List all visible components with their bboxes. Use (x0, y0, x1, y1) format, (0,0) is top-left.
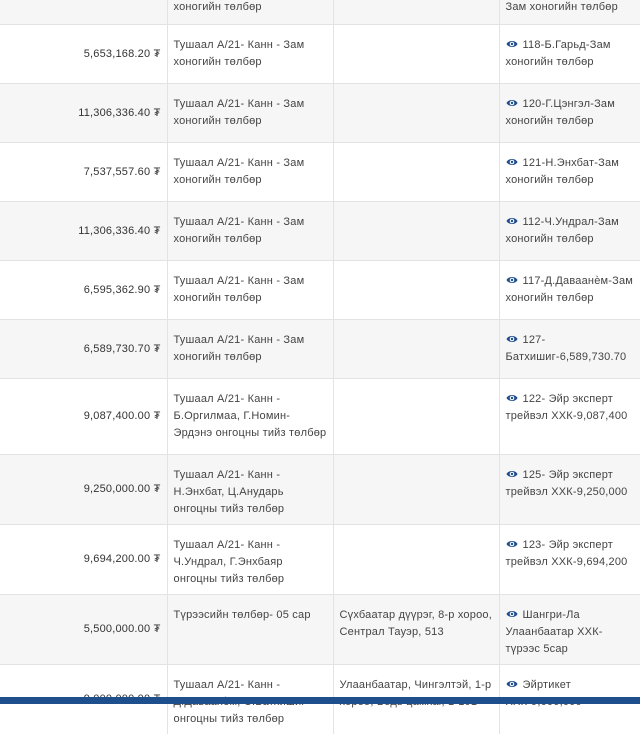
document-cell[interactable] (499, 455, 640, 525)
eye-icon[interactable] (506, 679, 518, 689)
document-cell[interactable] (499, 143, 640, 202)
address-cell (333, 202, 499, 261)
eye-icon[interactable] (506, 334, 518, 344)
document-cell[interactable] (499, 595, 640, 665)
address-cell (333, 84, 499, 143)
amount-cell: 9,087,400.00 ₮ (0, 379, 167, 455)
document-link[interactable]: Шангри-Ла Улаанбаатар ХХК-түрээс 5сар (506, 609, 603, 655)
table-row (0, 525, 640, 595)
description-cell: Тушаал А/21- Канн - Зам хоногийн төлбөр (167, 261, 333, 320)
amount-cell (0, 0, 167, 25)
table-row (0, 202, 640, 261)
table-row (0, 455, 640, 525)
document-link[interactable]: 117-Д.Даваанѐм-Зам хоногийн төлбөр (506, 275, 634, 304)
description-cell: Тушаал А/21- Канн - онгоцны тийз төлбөр (167, 665, 333, 734)
amount-cell: 9,694,200.00 ₮ (0, 525, 167, 595)
description-cell: Тушаал А/21- Канн - Зам хоногийн төлбөр (167, 202, 333, 261)
address-cell: Улаанбаатар, Чингэлтэй, 1-р (333, 665, 499, 734)
document-link[interactable]: 112-Ч.Ундрал-Зам хоногийн төлбөр (506, 216, 619, 245)
description-cell: Тушаал А/21- Канн - Б.Оргилмаа, Г.Номин-Эрдэнэ онгоцны тийз төлбөр (167, 379, 333, 455)
eye-icon[interactable] (506, 469, 518, 479)
eye-icon[interactable] (506, 216, 518, 226)
description-cell: Тушаал А/21- Канн - Зам хоногийн төлбөр (167, 320, 333, 379)
amount-cell: 9,250,000.00 ₮ (0, 455, 167, 525)
table-row (0, 0, 640, 25)
table-row (0, 25, 640, 84)
amount-cell: 5,500,000.00 ₮ (0, 595, 167, 665)
document-link[interactable]: 122- Эйр эксперт трейвэл ХХК-9,087,400 (506, 393, 628, 422)
address-cell (333, 0, 499, 25)
document-cell[interactable] (499, 84, 640, 143)
eye-icon[interactable] (506, 157, 518, 167)
amount-cell: 6,595,362.90 ₮ (0, 261, 167, 320)
address-cell (333, 320, 499, 379)
document-link[interactable]: Зам хоногийн төлбөр (506, 1, 618, 13)
description-cell: Тушаал А/21- Канн - Зам хоногийн төлбөр (167, 25, 333, 84)
eye-icon[interactable] (506, 39, 518, 49)
document-link[interactable]: 125- Эйр эксперт трейвэл ХХК-9,250,000 (506, 469, 628, 498)
amount-cell: 11,306,336.40 ₮ (0, 84, 167, 143)
address-cell (333, 379, 499, 455)
document-cell[interactable] (499, 202, 640, 261)
description-cell: Тушаал А/21- Канн - Зам хоногийн төлбөр (167, 143, 333, 202)
table-row (0, 84, 640, 143)
document-link[interactable]: 121-Н.Энхбат-Зам хоногийн төлбөр (506, 157, 620, 186)
document-link[interactable]: 118-Б.Гарьд-Зам хоногийн төлбөр (506, 39, 611, 68)
eye-icon[interactable] (506, 609, 518, 619)
document-link[interactable]: 127- Батхишиг-6,589,730.70 (506, 334, 627, 363)
amount-cell: 11,306,336.40 ₮ (0, 202, 167, 261)
document-cell[interactable] (499, 261, 640, 320)
document-cell[interactable] (499, 25, 640, 84)
table-row (0, 379, 640, 455)
footer-bar (0, 697, 640, 704)
eye-icon[interactable] (506, 98, 518, 108)
document-cell[interactable] (499, 525, 640, 595)
address-cell (333, 143, 499, 202)
document-link[interactable]: 123- Эйр эксперт трейвэл ХХК-9,694,200 (506, 539, 628, 568)
table-row (0, 320, 640, 379)
document-cell[interactable] (499, 320, 640, 379)
table-row (0, 261, 640, 320)
table-row (0, 595, 640, 665)
amount-cell: 5,653,168.20 ₮ (0, 25, 167, 84)
amount-cell: 7,537,557.60 ₮ (0, 143, 167, 202)
document-cell[interactable] (499, 379, 640, 455)
description-cell: хоногийн төлбөр (167, 0, 333, 25)
description-cell: Тушаал А/21- Канн - Ч.Ундрал, Г.Энхбаяр онгоцны тийз төлбөр (167, 525, 333, 595)
document-cell (499, 0, 640, 25)
amount-cell: 6,589,730.70 ₮ (0, 320, 167, 379)
document-link[interactable]: Эйртикет (506, 679, 582, 708)
address-cell (333, 525, 499, 595)
eye-icon[interactable] (506, 539, 518, 549)
address-cell: Сүхбаатар дүүрэг, 8-р хороо, Сентрал Тауэр, 513 (333, 595, 499, 665)
address-cell (333, 455, 499, 525)
description-cell: Тушаал А/21- Канн - Зам хоногийн төлбөр (167, 84, 333, 143)
address-cell (333, 25, 499, 84)
description-cell: Тушаал А/21- Канн - Н.Энхбат, Ц.Анударь онгоцны тийз төлбөр (167, 455, 333, 525)
table-row (0, 143, 640, 202)
address-cell (333, 261, 499, 320)
eye-icon[interactable] (506, 393, 518, 403)
description-cell: Түрээсийн төлбөр- 05 сар (167, 595, 333, 665)
eye-icon[interactable] (506, 275, 518, 285)
document-link[interactable]: 120-Г.Цэнгэл-Зам хоногийн төлбөр (506, 98, 616, 127)
